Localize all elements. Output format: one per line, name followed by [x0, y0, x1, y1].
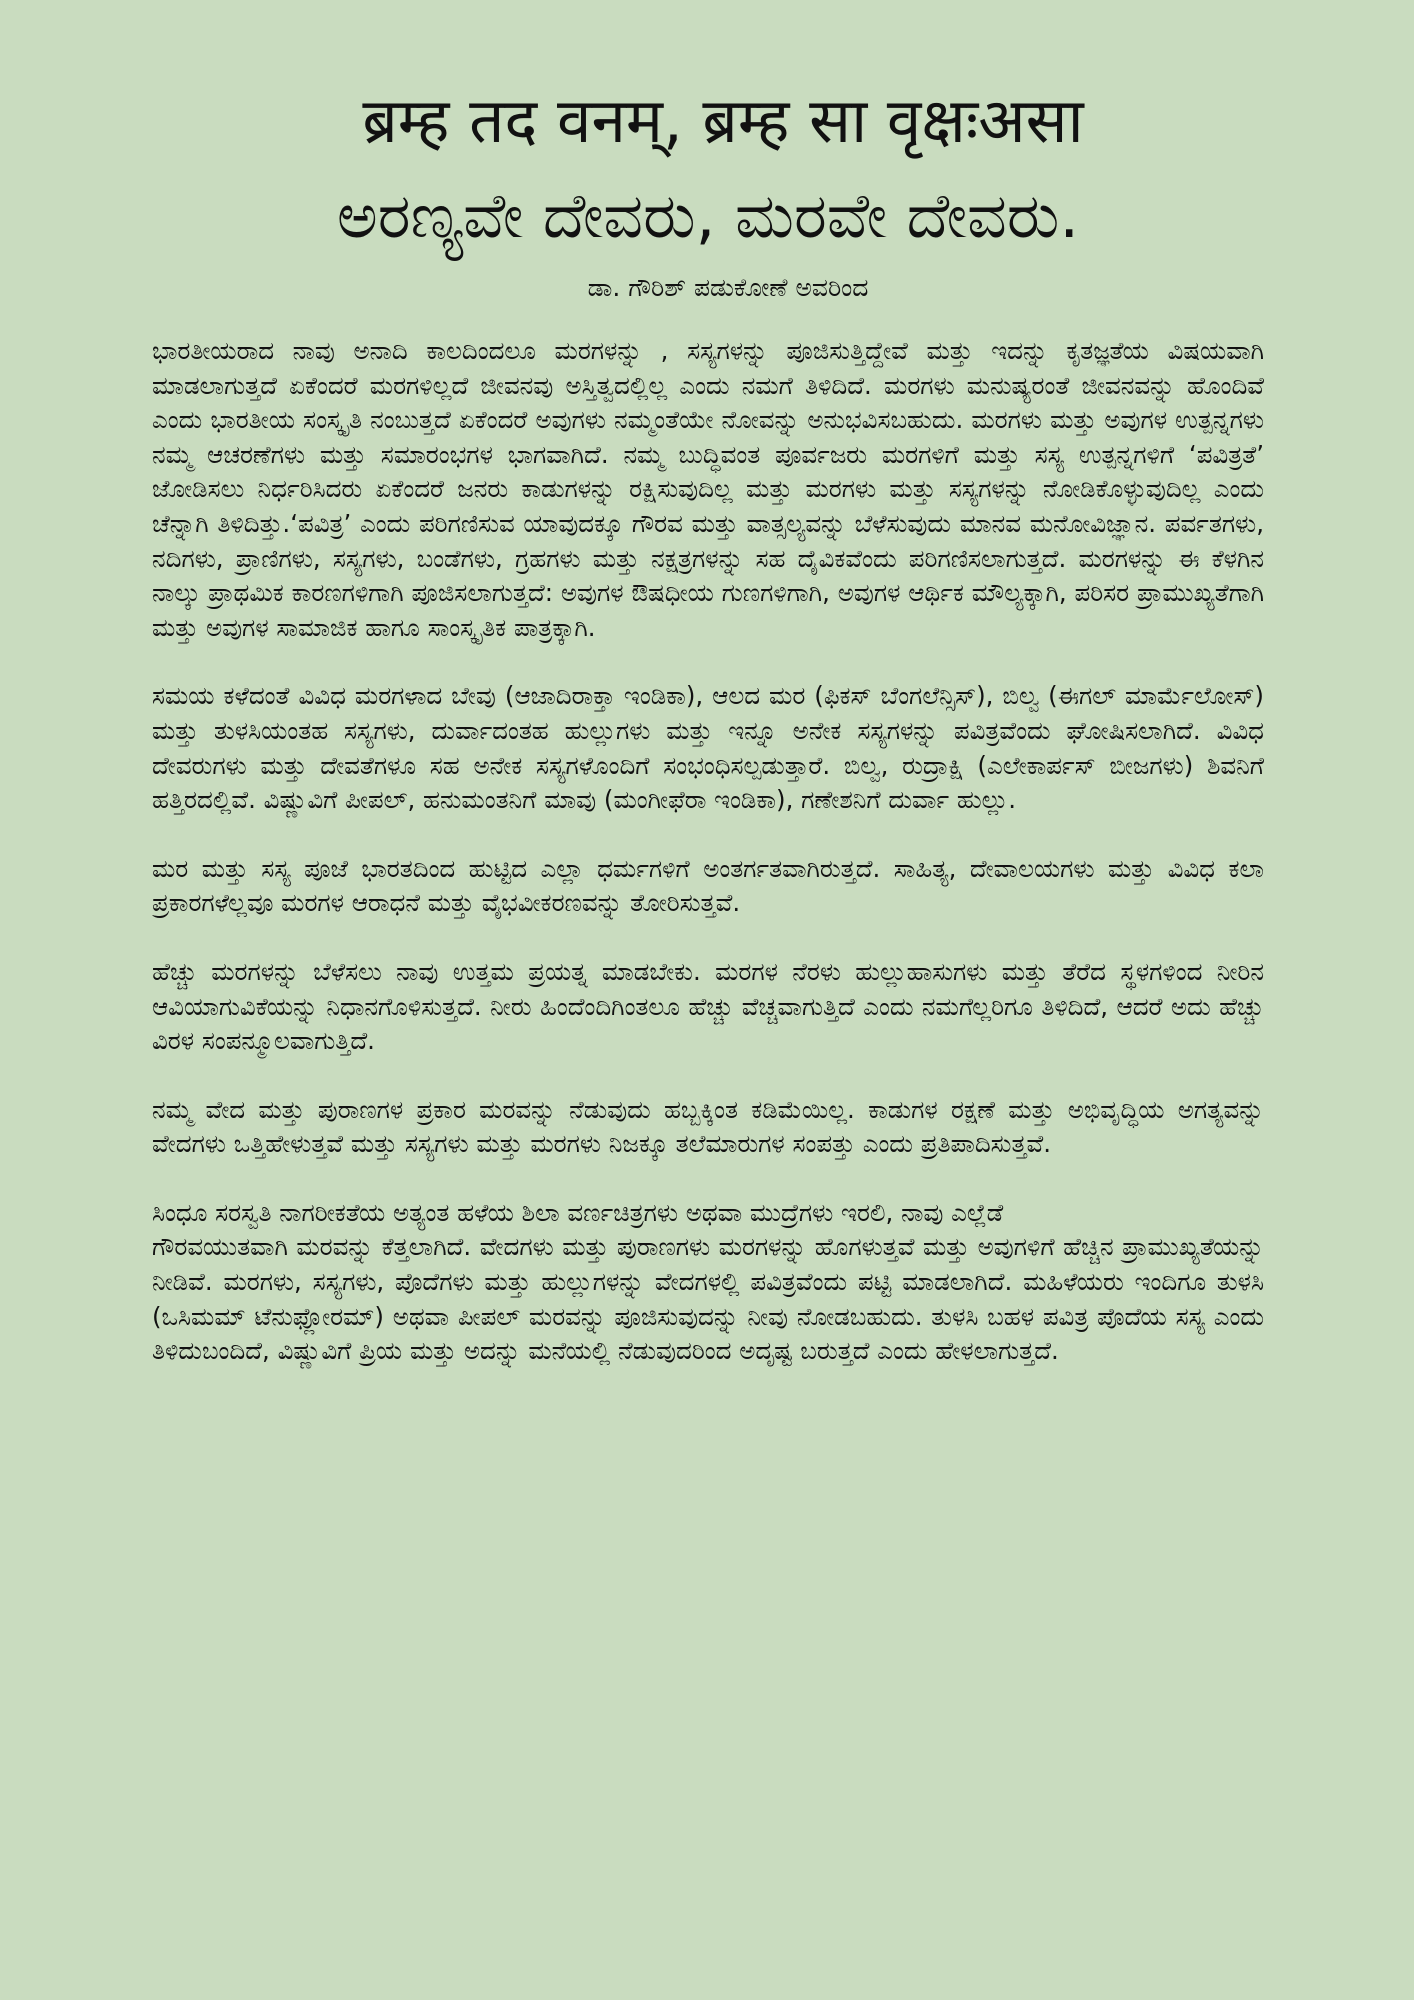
author-line: ಡಾ. ಗೌರಿಶ್ ಪಡುಕೋಣೆ ಅವರಿಂದ	[587, 273, 869, 302]
paragraph-2: ಸಮಯ ಕಳೆದಂತೆ ವಿವಿಧ ಮರಗಳಾದ ಬೇವು (ಆಜಾದಿರಾಕ್ತಾ ಇಂಡಿಕಾ), ಆಲದ ಮರ (ಫಿಕಸ್ ಬೆಂಗಲೆನ್ಸಿಸ್), ಬಿಲ್ವ (ಈಗಲ್ ಮಾರ್ಮೆಲೋಸ್) ಮತ್ತು ತುಳಸಿಯಂತಹ ಸಸ್ಯಗಳು, ದುರ್ವಾದಂತಹ ಹುಲ್ಲುಗಳು ಮತ್ತು ಇನ್ನೂ ಅನೇಕ ಸಸ್ಯಗಳನ್ನು ಪವಿತ್ರವೆಂದು ಘೋಷಿಸಲಾಗಿದೆ. ವಿವಿಧ ದೇವರುಗಳು ಮತ್ತು ದೇವತೆಗಳೂ ಸಹ ಅನೇಕ ಸಸ್ಯಗಳೊಂದಿಗೆ ಸಂಭಂಧಿಸಲ್ಪಡುತ್ತಾರೆ. ಬಿಲ್ವ, ರುದ್ರಾಕ್ಷಿ (ಎಲೇಕಾರ್ಪಸ್ ಬೀಜಗಳು) ಶಿವನಿಗೆ ಹತ್ತಿರದಲ್ಲಿವೆ. ವಿಷ್ಣುವಿಗೆ ಪೀಪಲ್, ಹನುಮಂತನಿಗೆ ಮಾವು (ಮಂಗೀಫೆರಾ ಇಂಡಿಕಾ), ಗಣೇಶನಿಗೆ ದುರ್ವಾ ಹುಲ್ಲು.	[152, 681, 1264, 815]
title-sanskrit: ब्रम्ह तद वनम्, ब्रम्ह सा वृक्षःअसा	[362, 84, 1084, 157]
article-body	[152, 334, 1264, 1369]
paragraph-5: ನಮ್ಮ ವೇದ ಮತ್ತು ಪುರಾಣಗಳ ಪ್ರಕಾರ ಮರವನ್ನು ನೆಡುವುದು ಹಬ್ಬಕ್ಕಿಂತ ಕಡಿಮೆಯಿಲ್ಲ. ಕಾಡುಗಳ ರಕ್ಷಣೆ ಮತ್ತು ಅಭಿವೃದ್ಧಿಯ ಅಗತ್ಯವನ್ನು ವೇದಗಳು ಒತ್ತಿಹೇಳುತ್ತವೆ ಮತ್ತು ಸಸ್ಯಗಳು ಮತ್ತು ಮರಗಳು ನಿಜಕ್ಕೂ ತಲೆಮಾರುಗಳ ಸಂಪತ್ತು ಎಂದು ಪ್ರತಿಪಾದಿಸುತ್ತವೆ.	[152, 1094, 1264, 1159]
paragraph-7: ಗೌರವಯುತವಾಗಿ ಮರವನ್ನು ಕೆತ್ತಲಾಗಿದೆ. ವೇದಗಳು ಮತ್ತು ಪುರಾಣಗಳು ಮರಗಳನ್ನು ಹೊಗಳುತ್ತವೆ ಮತ್ತು ಅವುಗಳಿಗೆ ಹೆಚ್ಚಿನ ಪ್ರಾಮುಖ್ಯತೆಯನ್ನು ನೀಡಿವೆ. ಮರಗಳು, ಸಸ್ಯಗಳು, ಪೊದೆಗಳು ಮತ್ತು ಹುಲ್ಲುಗಳನ್ನು ವೇದಗಳಲ್ಲಿ ಪವಿತ್ರವೆಂದು ಪಟ್ಟಿ ಮಾಡಲಾಗಿದೆ. ಮಹಿಳೆಯರು ಇಂದಿಗೂ ತುಳಸಿ (ಒಸಿಮಮ್ ಟೆನುಫ್ಲೋರಮ್) ಅಥವಾ ಪೀಪಲ್ ಮರವನ್ನು ಪೂಜಿಸುವುದನ್ನು ನೀವು ನೋಡಬಹುದು. ತುಳಸಿ ಬಹಳ ಪವಿತ್ರ ಪೊದೆಯ ಸಸ್ಯ ಎಂದು ತಿಳಿದುಬಂದಿದೆ, ವಿಷ್ಣುವಿಗೆ ಪ್ರಿಯ ಮತ್ತು ಅದನ್ನು ಮನೆಯಲ್ಲಿ ನೆಡುವುದರಿಂದ ಅದೃಷ್ಟ ಬರುತ್ತದೆ ಎಂದು ಹೇಳಲಾಗುತ್ತದೆ.	[152, 1232, 1264, 1366]
paragraph-3: ಮರ ಮತ್ತು ಸಸ್ಯ ಪೂಜೆ ಭಾರತದಿಂದ ಹುಟ್ಟಿದ ಎಲ್ಲಾ ಧರ್ಮಗಳಿಗೆ ಅಂತರ್ಗತವಾಗಿರುತ್ತದೆ. ಸಾಹಿತ್ಯ, ದೇವಾಲಯಗಳು ಮತ್ತು ವಿವಿಧ ಕಲಾ ಪ್ರಕಾರಗಳೆಲ್ಲವೂ ಮರಗಳ ಆರಾಧನೆ ಮತ್ತು ವೈಭವೀಕರಣವನ್ನು ತೋರಿಸುತ್ತವೆ.	[152, 853, 1264, 918]
paragraph-4: ಹೆಚ್ಚು ಮರಗಳನ್ನು ಬೆಳೆಸಲು ನಾವು ಉತ್ತಮ ಪ್ರಯತ್ನ ಮಾಡಬೇಕು. ಮರಗಳ ನೆರಳು ಹುಲ್ಲುಹಾಸುಗಳು ಮತ್ತು ತೆರೆದ ಸ್ಥಳಗಳಿಂದ ನೀರಿನ ಆವಿಯಾಗುವಿಕೆಯನ್ನು ನಿಧಾನಗೊಳಿಸುತ್ತದೆ. ನೀರು ಹಿಂದೆಂದಿಗಿಂತಲೂ ಹೆಚ್ಚು ವೆಚ್ಚವಾಗುತ್ತಿದೆ ಎಂದು ನಮಗೆಲ್ಲರಿಗೂ ತಿಳಿದಿದೆ, ಆದರೆ ಅದು ಹೆಚ್ಚು ವಿರಳ ಸಂಪನ್ಮೂಲವಾಗುತ್ತಿದೆ.	[152, 956, 1264, 1056]
paragraph-6: ಸಿಂಧೂ ಸರಸ್ವತಿ ನಾಗರೀಕತೆಯ ಅತ್ಯಂತ ಹಳೆಯ ಶಿಲಾ ವರ್ಣಚಿತ್ರಗಳು ಅಥವಾ ಮುದ್ರೆಗಳು ಇರಲಿ, ನಾವು ಎಲ್ಲೆಡೆ	[152, 1197, 1004, 1227]
paragraph-1: ಭಾರತೀಯರಾದ ನಾವು ಅನಾದಿ ಕಾಲದಿಂದಲೂ ಮರಗಳನ್ನು , ಸಸ್ಯಗಳನ್ನು ಪೂಜಿಸುತ್ತಿದ್ದೇವೆ ಮತ್ತು ಇದನ್ನು ಕೃತಜ್ಞತೆಯ ವಿಷಯವಾಗಿ ಮಾಡಲಾಗುತ್ತದೆ ಏಕೆಂದರೆ ಮರಗಳಿಲ್ಲದೆ ಜೀವನವು ಅಸ್ತಿತ್ವದಲ್ಲಿಲ್ಲ ಎಂದು ನಮಗೆ ತಿಳಿದಿದೆ. ಮರಗಳು ಮನುಷ್ಯರಂತೆ ಜೀವನವನ್ನು ಹೊಂದಿವೆ ಎಂದು ಭಾರತೀಯ ಸಂಸ್ಕೃತಿ ನಂಬುತ್ತದೆ ಏಕೆಂದರೆ ಅವುಗಳು ನಮ್ಮಂತೆಯೇ ನೋವನ್ನು ಅನುಭವಿಸಬಹುದು. ಮರಗಳು ಮತ್ತು ಅವುಗಳ ಉತ್ಪನ್ನಗಳು ನಮ್ಮ ಆಚರಣೆಗಳು ಮತ್ತು ಸಮಾರಂಭಗಳ ಭಾಗವಾಗಿದೆ. ನಮ್ಮ ಬುದ್ಧಿವಂತ ಪೂರ್ವಜರು ಮರಗಳಿಗೆ ಮತ್ತು ಸಸ್ಯ ಉತ್ಪನ್ನಗಳಿಗೆ ‘ಪವಿತ್ರತೆ’ ಜೋಡಿಸಲು ನಿರ್ಧರಿಸಿದರು ಏಕೆಂದರೆ ಜನರು ಕಾಡುಗಳನ್ನು ರಕ್ಷಿಸುವುದಿಲ್ಲ ಮತ್ತು ಮರಗಳು ಮತ್ತು ಸಸ್ಯಗಳನ್ನು ನೋಡಿಕೊಳ್ಳುವುದಿಲ್ಲ ಎಂದು ಚೆನ್ನಾಗಿ ತಿಳಿದಿತ್ತು.‘ಪವಿತ್ರ’ ಎಂದು ಪರಿಗಣಿಸುವ ಯಾವುದಕ್ಕೂ ಗೌರವ ಮತ್ತು ವಾತ್ಸಲ್ಯವನ್ನು ಬೆಳೆಸುವುದು ಮಾನವ ಮನೋವಿಜ್ಞಾನ. ಪರ್ವತಗಳು, ನದಿಗಳು, ಪ್ರಾಣಿಗಳು, ಸಸ್ಯಗಳು, ಬಂಡೆಗಳು, ಗ್ರಹಗಳು ಮತ್ತು ನಕ್ಷತ್ರಗಳನ್ನು ಸಹ ದೈವಿಕವೆಂದು ಪರಿಗಣಿಸಲಾಗುತ್ತದೆ. ಮರಗಳನ್ನು ಈ ಕೆಳಗಿನ ನಾಲ್ಕು ಪ್ರಾಥಮಿಕ ಕಾರಣಗಳಿಗಾಗಿ ಪೂಜಿಸಲಾಗುತ್ತದೆ: ಅವುಗಳ ಔಷಧೀಯ ಗುಣಗಳಿಗಾಗಿ, ಅವುಗಳ ಆರ್ಥಿಕ ಮೌಲ್ಯಕ್ಕಾಗಿ, ಪರಿಸರ ಪ್ರಾಮುಖ್ಯತೆಗಾಗಿ ಮತ್ತು ಅವುಗಳ ಸಾಮಾಜಿಕ ಹಾಗೂ ಸಾಂಸ್ಕೃತಿಕ ಪಾತ್ರಕ್ಕಾಗಿ.	[152, 336, 1264, 642]
title-kannada: ಅರಣ್ಯವೇ ದೇವರು, ಮರವೇ ದೇವರು.	[336, 179, 1080, 252]
